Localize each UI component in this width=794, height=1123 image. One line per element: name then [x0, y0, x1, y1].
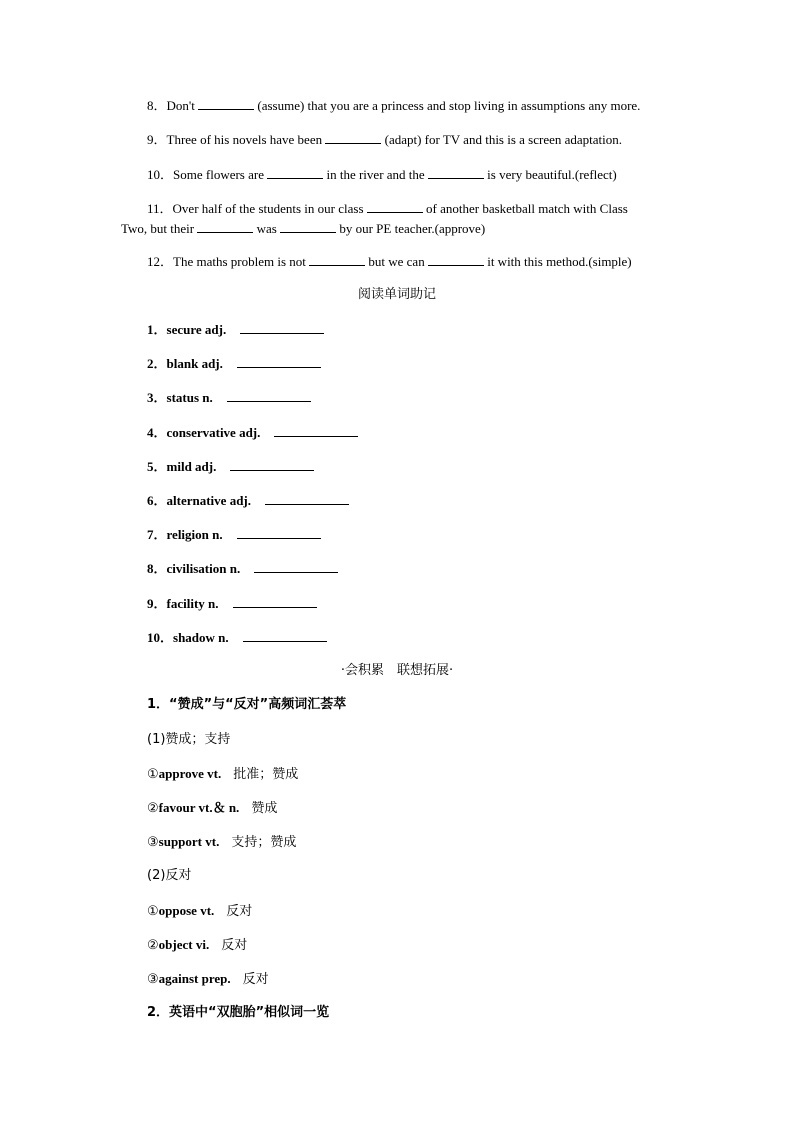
- synonym-entry: [147, 834, 296, 851]
- exercise-text: of another basketball match with Class: [422, 201, 628, 216]
- entry-word: favour vt.＆ n.: [158, 800, 240, 815]
- entry-marker: ②: [147, 937, 159, 952]
- exercise-text: Over half of the students in our class: [172, 201, 367, 216]
- vocab-number: 4．: [147, 425, 167, 440]
- entry-meaning: 反对: [221, 938, 248, 953]
- exercise-number: 9．: [147, 132, 167, 147]
- section-heading: ·会积累 联想拓展·: [340, 663, 454, 678]
- vocab-word: shadow n.: [173, 630, 229, 645]
- vocab-number: 2．: [147, 356, 167, 371]
- fill-blank[interactable]: [233, 595, 317, 608]
- vocab-word: secure adj.: [166, 322, 227, 337]
- item-1-title: 1．“赞成”与“反对”高频词汇荟萃: [147, 697, 347, 712]
- exercise-text: in the river and the: [323, 167, 428, 182]
- exercise-10: [147, 166, 617, 183]
- exercise-text: Don't: [166, 98, 199, 113]
- fill-blank[interactable]: [280, 220, 336, 233]
- exercise-text: (adapt) for TV and this is a screen adaptation.: [381, 132, 623, 147]
- group-2-title: (2)反对: [147, 868, 192, 883]
- vocab-word: conservative adj.: [166, 425, 261, 440]
- reading-vocab-heading: 阅读单词助记: [357, 287, 436, 302]
- entry-word: object vi.: [158, 937, 210, 952]
- entry-word: support vt.: [158, 834, 220, 849]
- vocab-number: 3．: [147, 390, 167, 405]
- vocab-word: religion n.: [166, 527, 223, 542]
- exercise-text: Three of his novels have been: [166, 132, 326, 147]
- vocab-word: mild adj.: [166, 459, 217, 474]
- vocab-number: 1．: [147, 322, 167, 337]
- exercise-text: is very beautiful.(reflect): [483, 167, 617, 182]
- entry-marker: ②: [147, 800, 159, 815]
- vocab-word: civilisation n.: [166, 561, 241, 576]
- exercise-text: but we can: [365, 254, 428, 269]
- fill-blank[interactable]: [274, 424, 358, 437]
- entry-word: approve vt.: [158, 766, 222, 781]
- fill-blank[interactable]: [309, 253, 365, 266]
- fill-blank[interactable]: [240, 321, 324, 334]
- entry-marker: ③: [147, 971, 159, 986]
- exercise-9: [147, 131, 622, 148]
- entry-meaning: 反对: [226, 904, 253, 919]
- exercise-11: [147, 200, 628, 217]
- fill-blank[interactable]: [325, 131, 381, 144]
- vocab-item: [147, 389, 311, 406]
- vocab-number: 5．: [147, 459, 167, 474]
- entry-meaning: 反对: [242, 972, 269, 987]
- antonym-entry: [147, 937, 247, 954]
- item-2-title: 2．英语中“双胞胎”相似词一览: [147, 1005, 330, 1020]
- entry-word: oppose vt.: [158, 903, 215, 918]
- vocab-item: [147, 458, 314, 475]
- entry-marker: ③: [147, 834, 159, 849]
- vocab-item: [147, 424, 358, 441]
- synonym-entry: [147, 800, 277, 817]
- entry-marker: ①: [147, 903, 159, 918]
- exercise-12: [147, 253, 632, 270]
- exercise-text: was: [253, 221, 281, 236]
- fill-blank[interactable]: [230, 458, 314, 471]
- fill-blank[interactable]: [267, 166, 323, 179]
- exercise-text: The maths problem is not: [173, 254, 310, 269]
- vocab-item: [147, 526, 321, 543]
- antonym-entry: [147, 903, 252, 920]
- exercise-text: Some flowers are: [173, 167, 268, 182]
- fill-blank[interactable]: [428, 166, 484, 179]
- exercise-text: (assume) that you are a princess and stop living in assumptions any more.: [254, 98, 641, 113]
- entry-word: against prep.: [158, 971, 231, 986]
- fill-blank[interactable]: [265, 492, 349, 505]
- vocab-item: [147, 560, 338, 577]
- vocab-item: [147, 629, 327, 646]
- exercise-number: 11．: [147, 201, 173, 216]
- fill-blank[interactable]: [227, 389, 311, 402]
- vocab-word: facility n.: [166, 596, 219, 611]
- vocab-number: 8．: [147, 561, 167, 576]
- fill-blank[interactable]: [254, 560, 338, 573]
- vocab-word: blank adj.: [166, 356, 223, 371]
- vocab-number: 6．: [147, 493, 167, 508]
- vocab-item: [147, 595, 317, 612]
- fill-blank[interactable]: [428, 253, 484, 266]
- exercise-8: [147, 97, 640, 114]
- vocab-item: [147, 492, 349, 509]
- vocab-item: [147, 321, 324, 338]
- fill-blank[interactable]: [198, 97, 254, 110]
- entry-marker: ①: [147, 766, 159, 781]
- exercise-text: Two, but their: [121, 221, 198, 236]
- exercise-11-continued: [121, 220, 485, 237]
- vocab-number: 7．: [147, 527, 167, 542]
- fill-blank[interactable]: [197, 220, 253, 233]
- exercise-number: 10．: [147, 167, 174, 182]
- vocab-item: [147, 355, 321, 372]
- synonym-entry: [147, 766, 298, 783]
- fill-blank[interactable]: [367, 200, 423, 213]
- exercise-number: 12．: [147, 254, 174, 269]
- fill-blank[interactable]: [243, 629, 327, 642]
- vocab-word: status n.: [166, 390, 213, 405]
- exercise-text: it with this method.(simple): [483, 254, 632, 269]
- vocab-number: 9．: [147, 596, 167, 611]
- entry-meaning: 批准；赞成: [233, 767, 299, 782]
- vocab-number: 10．: [147, 630, 174, 645]
- group-1-title: (1)赞成；支持: [147, 732, 231, 747]
- exercise-number: 8．: [147, 98, 167, 113]
- fill-blank[interactable]: [237, 355, 321, 368]
- antonym-entry: [147, 971, 269, 988]
- fill-blank[interactable]: [237, 526, 321, 539]
- vocab-word: alternative adj.: [166, 493, 251, 508]
- entry-meaning: 支持；赞成: [231, 835, 297, 850]
- entry-meaning: 赞成: [251, 801, 278, 816]
- exercise-text: by our PE teacher.(approve): [336, 221, 486, 236]
